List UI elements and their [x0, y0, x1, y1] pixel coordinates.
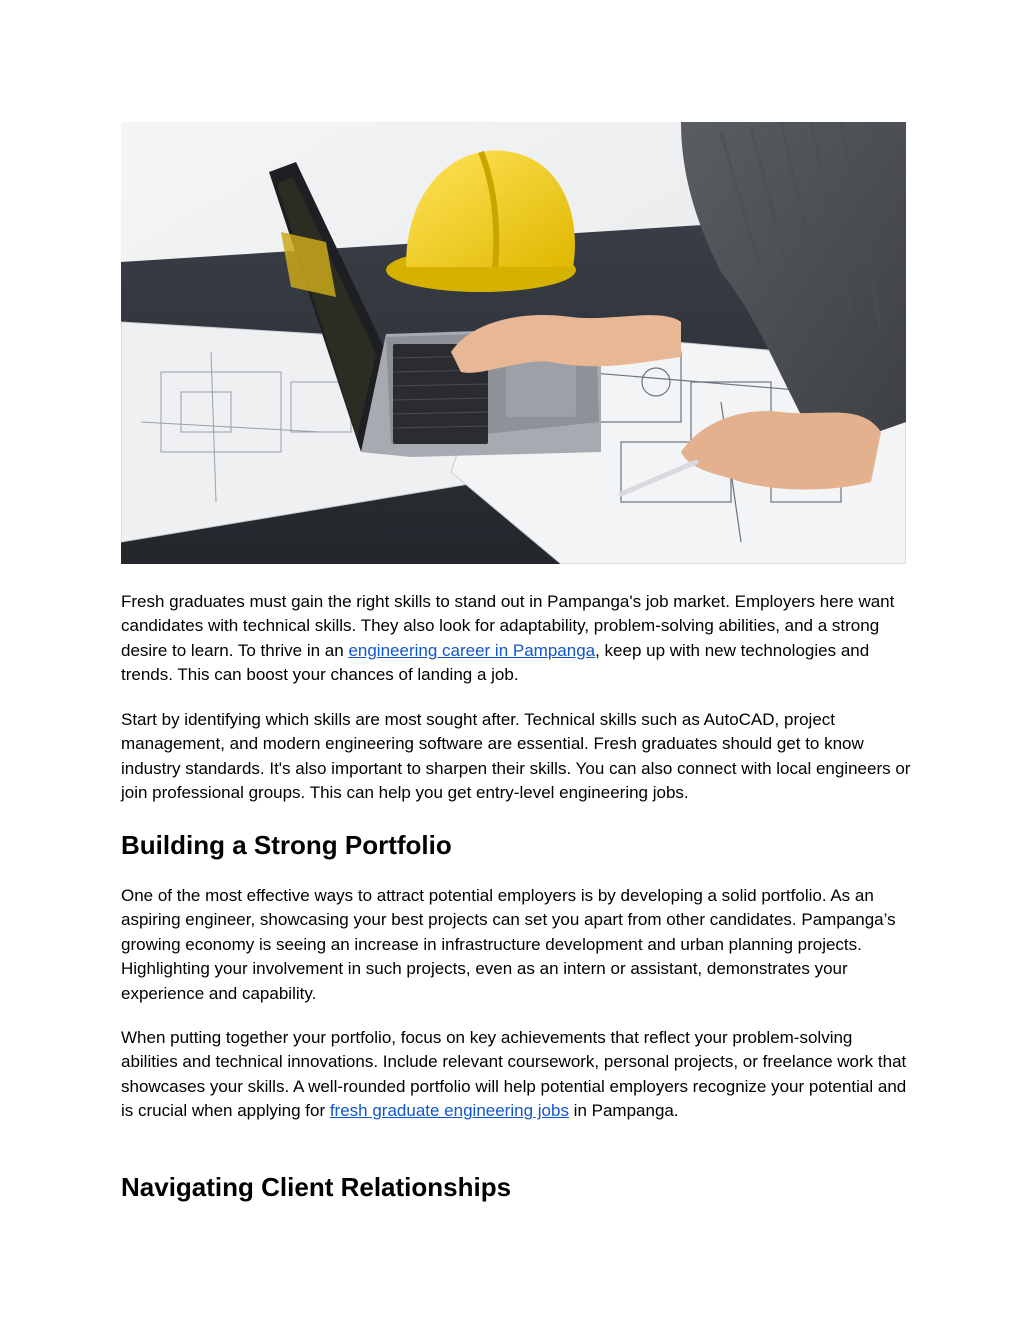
portfolio-tips-paragraph	[121, 1026, 911, 1124]
hero-illustration	[121, 122, 906, 564]
engineering-career-link[interactable]: engineering career in Pampanga	[348, 640, 596, 660]
portfolio-heading: Building a Strong Portfolio	[121, 830, 452, 860]
skills-paragraph: Start by identifying which skills are most sought after. Technical skills such as AutoCAD, project management, and modern engineering software are essential. Fresh graduates should get to know industry standards. It's also important to sharpen their skills. You can also connect with local engineers or join professional groups. This can help you get entry-level engineering jobs.	[121, 710, 911, 803]
intro-text-after-link: , keep up with new technologies and trends. This can boost your chances of landing a job.	[121, 640, 870, 685]
client-relationships-heading: Navigating Client Relationships	[121, 1172, 512, 1202]
tips-text-after-link: in Pampanga.	[568, 1101, 679, 1121]
fresh-graduate-jobs-link[interactable]: fresh graduate engineering jobs	[329, 1101, 569, 1121]
portfolio-paragraph: One of the most effective ways to attract potential employers is by developing a solid portfolio. As an aspiring engineer, showcasing your best projects can set you apart from other candidates. Pampanga’s growing economy is seeing an increase in infrastructure development and urban planning projects. Highlighting your involvement in such projects, even as an intern or assistant, demonstrates your experience and capability.	[121, 886, 896, 1003]
intro-text-before-link: Fresh graduates must gain the right skills to stand out in Pampanga's job market. Employers here want candidates with technical skills. They also look for adaptability, problem-solving abilities, and a strong desire to learn. To thrive in an	[121, 592, 895, 660]
hero-image	[121, 122, 906, 564]
intro-paragraph	[121, 590, 911, 688]
tips-text-before-link: When putting together your portfolio, focus on key achievements that reflect your problem-solving abilities and technical innovations. Include relevant coursework, personal projects, or freelance work that showcases your skills. A well-rounded portfolio will help potential employers recognize your potential and is crucial when applying for	[121, 1028, 907, 1121]
